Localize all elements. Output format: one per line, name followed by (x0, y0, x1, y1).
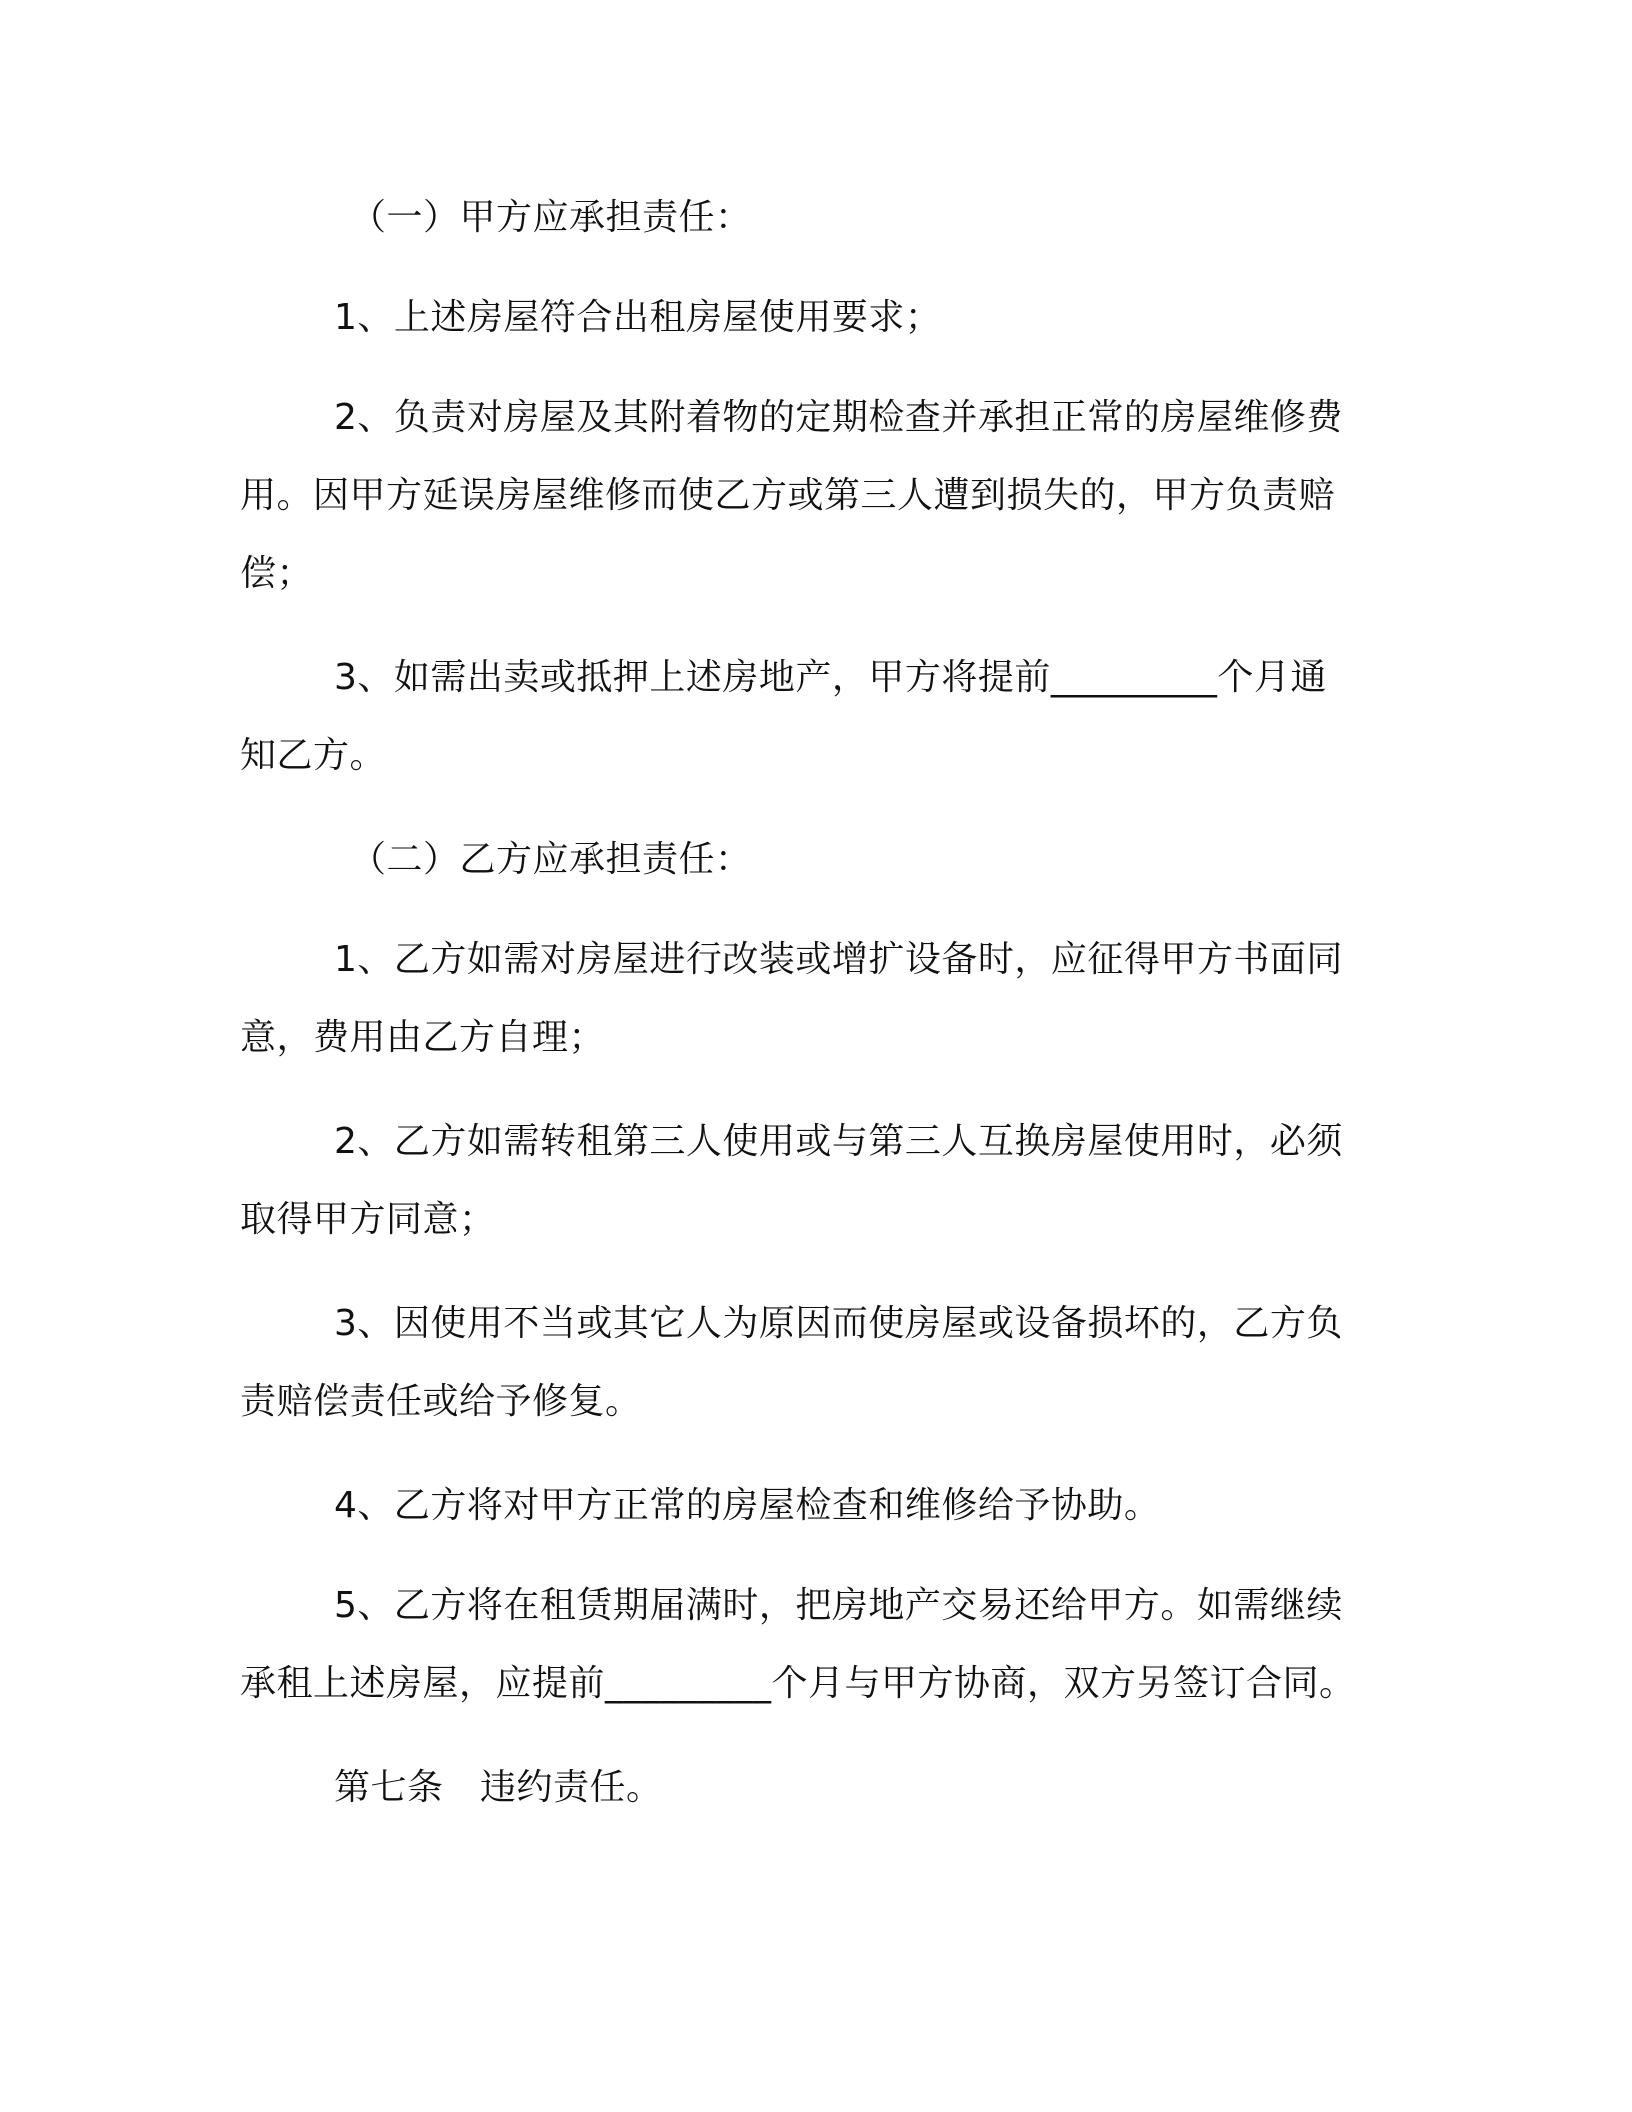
a-item-2-line-1: 2、负责对房屋及其附着物的定期检查并承担正常的房屋维修费 (334, 397, 1343, 438)
b-item-3-line-2: 责赔偿责任或给予修复。 (240, 1381, 642, 1422)
b-item-3-line-1: 3、因使用不当或其它人为原因而使房屋或设备损坏的，乙方负 (334, 1303, 1343, 1344)
a-item-2-line-2: 用。因甲方延误房屋维修而使乙方或第三人遭到损失的，甲方负责赔 (240, 475, 1336, 516)
b-item-5-line-2: 承租上述房屋，应提前_________个月与甲方协商，双方另签订合同。 (240, 1663, 1356, 1704)
a-item-1: 1、上述房屋符合出租房屋使用要求； (334, 297, 942, 338)
b-item-1-line-1: 1、乙方如需对房屋进行改装或增扩设备时，应征得甲方书面同 (334, 939, 1343, 980)
section-a-heading: （一）甲方应承担责任： (350, 197, 752, 238)
b-item-2-line-2: 取得甲方同意； (240, 1199, 496, 1240)
b-item-1-line-2: 意，费用由乙方自理； (240, 1017, 606, 1058)
a-item-3-line-2: 知乙方。 (240, 735, 387, 776)
section-b-heading: （二）乙方应承担责任： (350, 839, 752, 880)
a-item-2-line-3: 偿； (240, 553, 314, 594)
b-item-4: 4、乙方将对甲方正常的房屋检查和维修给予协助。 (334, 1485, 1161, 1526)
a-item-3-line-1: 3、如需出卖或抵押上述房地产，甲方将提前_________个月通 (334, 657, 1327, 698)
article-7-heading: 第七条 违约责任。 (334, 1767, 663, 1808)
b-item-2-line-1: 2、乙方如需转租第三人使用或与第三人互换房屋使用时，必须 (334, 1121, 1343, 1162)
b-item-5-line-1: 5、乙方将在租赁期届满时，把房地产交易还给甲方。如需继续 (334, 1585, 1343, 1626)
